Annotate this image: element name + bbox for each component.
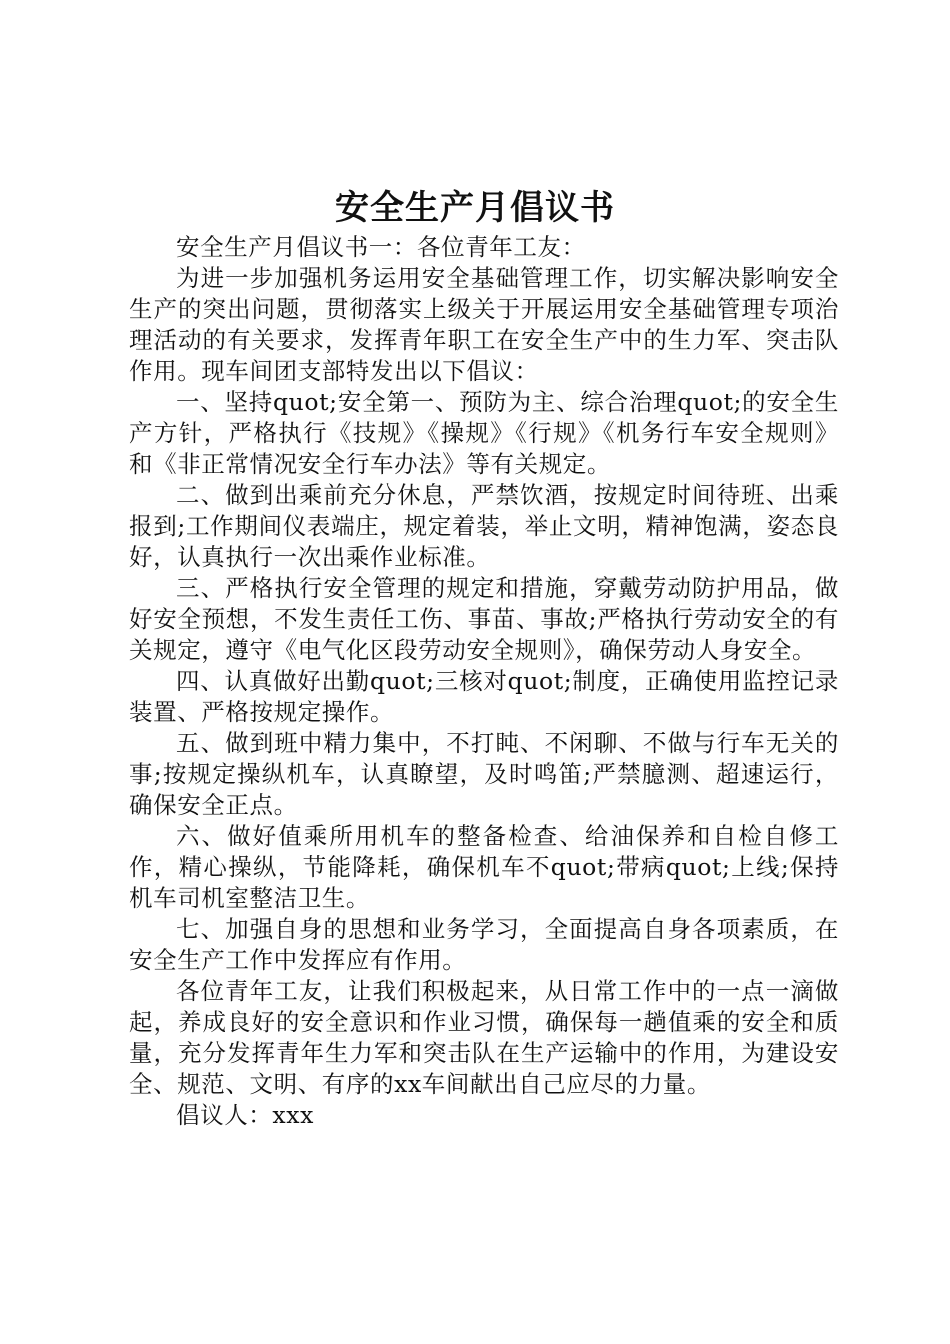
signature-line: 倡议人：xxx xyxy=(176,1101,314,1129)
proposal-item-6: 六、做好值乘所用机车的整备检查、给油保养和自检自修工作，精心操纵，节能降耗，确保机车不quot;带病quot;上线;保持机车司机室整洁卫生。 xyxy=(129,822,839,912)
document-title: 安全生产月倡议书 xyxy=(335,188,615,228)
proposal-item-7: 七、加强自身的思想和业务学习，全面提高自身各项素质，在安全生产工作中发挥应有作用。 xyxy=(129,915,839,974)
closing-paragraph: 各位青年工友，让我们积极起来，从日常工作中的一点一滴做起，养成良好的安全意识和作业习惯，确保每一趟值乘的安全和质量，充分发挥青年生力军和突击队在生产运输中的作用，为建设安全、规范、文明、有序的xx车间献出自己应尽的力量。 xyxy=(129,977,839,1098)
document-body xyxy=(129,232,839,1131)
proposal-item-4: 四、认真做好出勤quot;三核对quot;制度，正确使用监控记录装置、严格按规定操作。 xyxy=(129,667,839,726)
intro-paragraph: 为进一步加强机务运用安全基础管理工作，切实解决影响安全生产的突出问题，贯彻落实上级关于开展运用安全基础管理专项治理活动的有关要求，发挥青年职工在安全生产中的生力军、突击队作用。现车间团支部特发出以下倡议： xyxy=(129,264,839,385)
proposal-item-3: 三、严格执行安全管理的规定和措施，穿戴劳动防护用品，做好安全预想，不发生责任工伤、事苗、事故;严格执行劳动安全的有关规定，遵守《电气化区段劳动安全规则》，确保劳动人身安全。 xyxy=(129,574,839,664)
proposal-item-5: 五、做到班中精力集中，不打盹、不闲聊、不做与行车无关的事;按规定操纵机车，认真瞭望，及时鸣笛;严禁臆测、超速运行，确保安全正点。 xyxy=(129,729,839,819)
greeting-paragraph: 安全生产月倡议书一：各位青年工友： xyxy=(176,233,586,261)
proposal-item-1: 一、坚持quot;安全第一、预防为主、综合治理quot;的安全生产方针，严格执行《技规》《操规》《行规》《机务行车安全规则》和《非正常情况安全行车办法》等有关规定。 xyxy=(129,388,839,478)
proposal-item-2: 二、做到出乘前充分休息，严禁饮酒，按规定时间待班、出乘报到;工作期间仪表端庄，规定着装，举止文明，精神饱满，姿态良好，认真执行一次出乘作业标准。 xyxy=(129,481,839,571)
